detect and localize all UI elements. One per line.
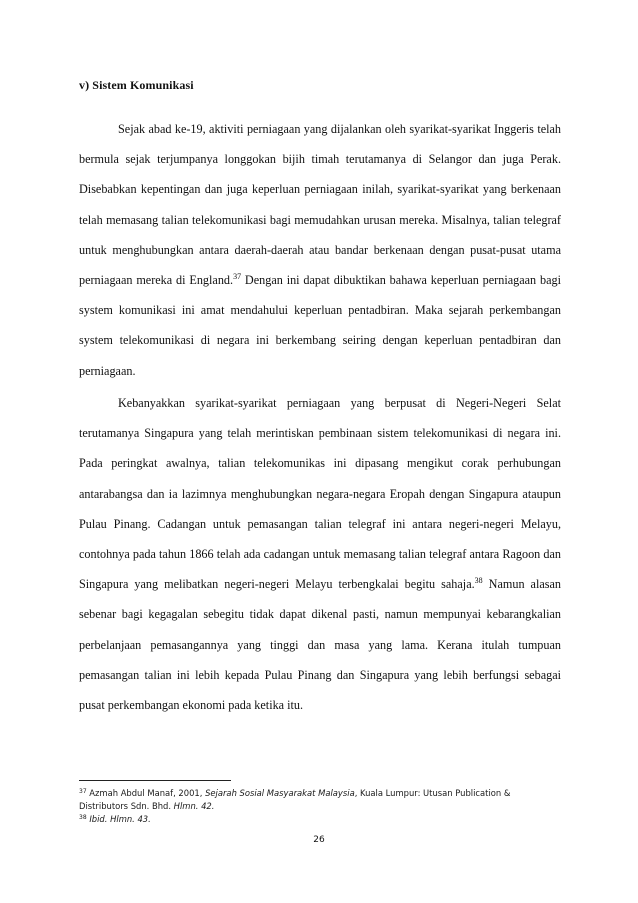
footnote-reference: 38 (474, 576, 483, 586)
footnote-reference: 37 (233, 272, 242, 282)
footnote-pages: Hlmn. 42. (173, 801, 215, 811)
footnote-title: Sejarah Sosial Masyarakat Malaysia (205, 788, 355, 798)
footnote-number: 37 (79, 788, 87, 795)
section-heading: v) Sistem Komunikasi (79, 78, 194, 92)
paragraph-text: Namun alasan sebenar bagi kegagalan sebegitu tidak dapat dikenal pasti, namun mempunyai kebarangkalian perbelanjaan pemasangannya yang tinggi dan masa yang lama. Kerana itulah tumpuan pemasangan talian ini lebih kepada Pulau Pinang dan Singapura yang lebih berfungsi sebagai pusat perkembangan ekonomi pada ketika itu. (79, 577, 561, 713)
paragraph-text: Kebanyakkan syarikat-syarikat perniagaan yang berpusat di Negeri-Negeri Selat terutamanya Singapura yang telah merintiskan pembinaan sistem telekomunikasi di negara ini. Pada peringkat awalnya, talian telekomunikas ini dipasang mengikut corak perhubungan antarabangsa dan ia lazimnya menghubungkan negara-negara Eropah dengan Singapura ataupun Pulau Pinang. Cadangan untuk pemasangan talian telegraf ini antara negeri-negeri Melayu, contohnya pada tahun 1866 telah ada cadangan untuk memasang talian telegraf antara Ragoon dan Singapura yang melibatkan negeri-negeri Melayu terbengkalai begitu sahaja. (79, 396, 561, 592)
paragraph-text: Sejak abad ke-19, aktiviti perniagaan yang dijalankan oleh syarikat-syarikat Inggeris telah bermula sejak terjumpanya longgokan bijih timah terutamanya di Selangor dan juga Perak. Disebabkan kepentingan dan juga keperluan perniagaan inilah, syarikat-syarikat yang berkenaan telah memasang talian telekomunikasi bagi memudahkan urusan mereka. Misalnya, talian telegraf untuk menghubungkan antara daerah-daerah atau bandar berkenaan dengan pusat-pusat utama perniagaan mereka di England. (79, 122, 561, 288)
footnote-number: 38 (79, 814, 87, 821)
footnotes (79, 787, 549, 826)
footnote-title: Ibid. Hlmn. 43. (89, 814, 151, 824)
paragraph (79, 114, 561, 386)
footnote (79, 813, 549, 826)
footnote-text: Azmah Abdul Manaf, 2001, (86, 788, 206, 798)
paragraph-text: Dengan ini dapat dibuktikan bahawa keperluan perniagaan bagi system komunikasi ini amat mendahului keperluan pentadbiran. Maka sejarah perkembangan system telekomunikasi di negara ini berkembang seiring dengan keperluan pentadbiran dan perniagaan. (79, 273, 561, 378)
footnote (79, 787, 549, 813)
footnote-divider (79, 780, 231, 781)
page-number: 26 (313, 835, 325, 845)
footnote-text: , Kuala Lumpur: Utusan Publication & Distributors Sdn. Bhd. (79, 788, 511, 811)
paragraph (79, 388, 561, 720)
